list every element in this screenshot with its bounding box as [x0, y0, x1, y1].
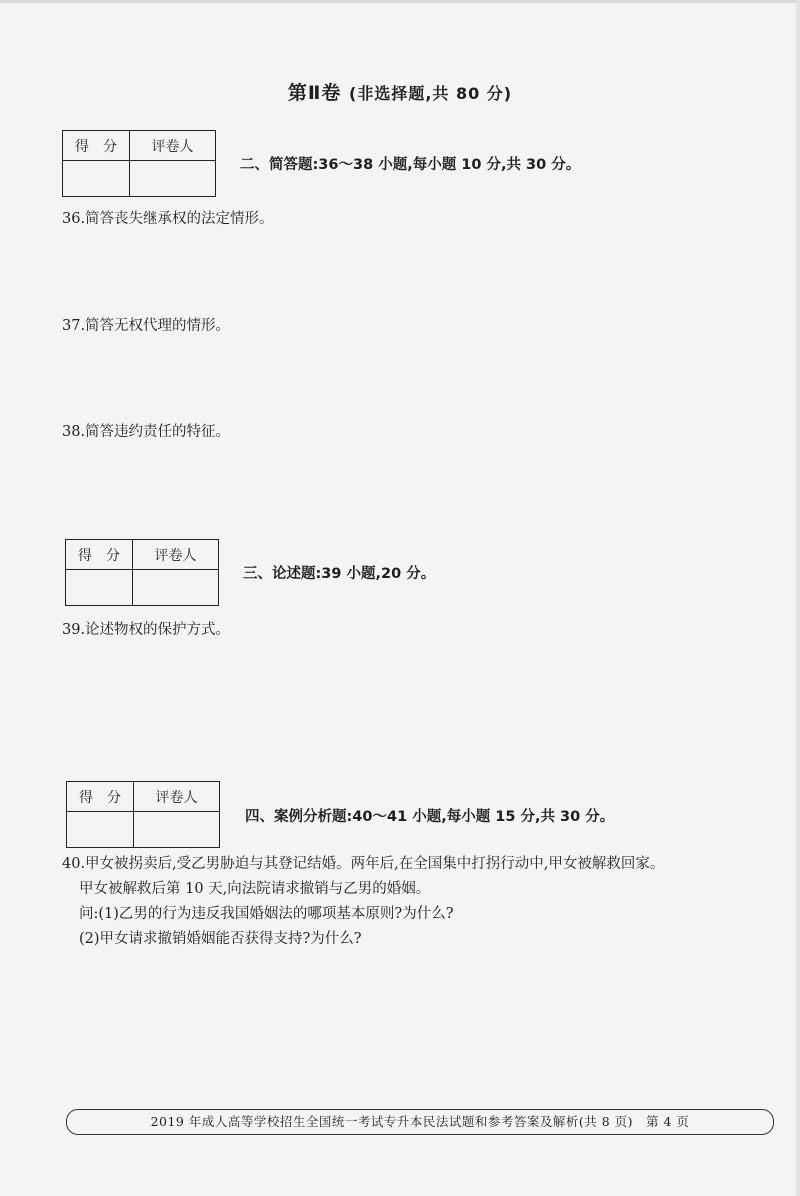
score-box-3 [66, 781, 220, 848]
question-37: 37.简答无权代理的情形。 [62, 318, 231, 334]
case-line: 甲女被解救后第 10 天,向法院请求撤销与乙男的婚姻。 [79, 881, 431, 897]
case-line: 40.甲女被拐卖后,受乙男胁迫与其登记结婚。两年后,在全国集中打拐行动中,甲女被解救回家。 [62, 856, 665, 872]
reviewer-cell [133, 570, 219, 606]
section-heading-case-analysis: 四、案例分析题:40～41 小题,每小题 15 分,共 30 分。 [245, 809, 615, 825]
section-heading-short-answer: 二、简答题:36～38 小题,每小题 10 分,共 30 分。 [240, 157, 581, 173]
reviewer-cell [134, 812, 220, 848]
page-footer: 2019 年成人高等学校招生全国统一考试专升本民法试题和参考答案及解析(共 8 页) 第 4 页 [66, 1109, 774, 1135]
case-question-2: (2)甲女请求撤销婚姻能否获得支持?为什么? [79, 931, 362, 947]
title-subtitle: (非选择题,共 80 分) [349, 84, 513, 103]
question-40 [62, 852, 782, 952]
score-cell [66, 570, 133, 606]
question-36: 36.简答丧失继承权的法定情形。 [62, 211, 274, 227]
score-box-2 [65, 539, 219, 606]
case-question-1: 问:(1)乙男的行为违反我国婚姻法的哪项基本原则?为什么? [79, 906, 454, 922]
page-edge [0, 0, 800, 3]
score-label: 得 分 [67, 782, 134, 812]
score-cell [63, 161, 130, 197]
reviewer-label: 评卷人 [133, 540, 219, 570]
question-38: 38.简答违约责任的特征。 [62, 424, 231, 440]
score-label: 得 分 [63, 131, 130, 161]
section-heading-essay: 三、论述题:39 小题,20 分。 [243, 566, 436, 582]
score-cell [67, 812, 134, 848]
score-box-1 [62, 130, 216, 197]
page-edge-right [796, 0, 800, 1196]
page-title [0, 78, 800, 105]
score-label: 得 分 [66, 540, 133, 570]
question-39: 39.论述物权的保护方式。 [62, 622, 231, 638]
reviewer-label: 评卷人 [130, 131, 216, 161]
title-main: 第Ⅱ卷 [287, 82, 342, 104]
reviewer-label: 评卷人 [134, 782, 220, 812]
reviewer-cell [130, 161, 216, 197]
